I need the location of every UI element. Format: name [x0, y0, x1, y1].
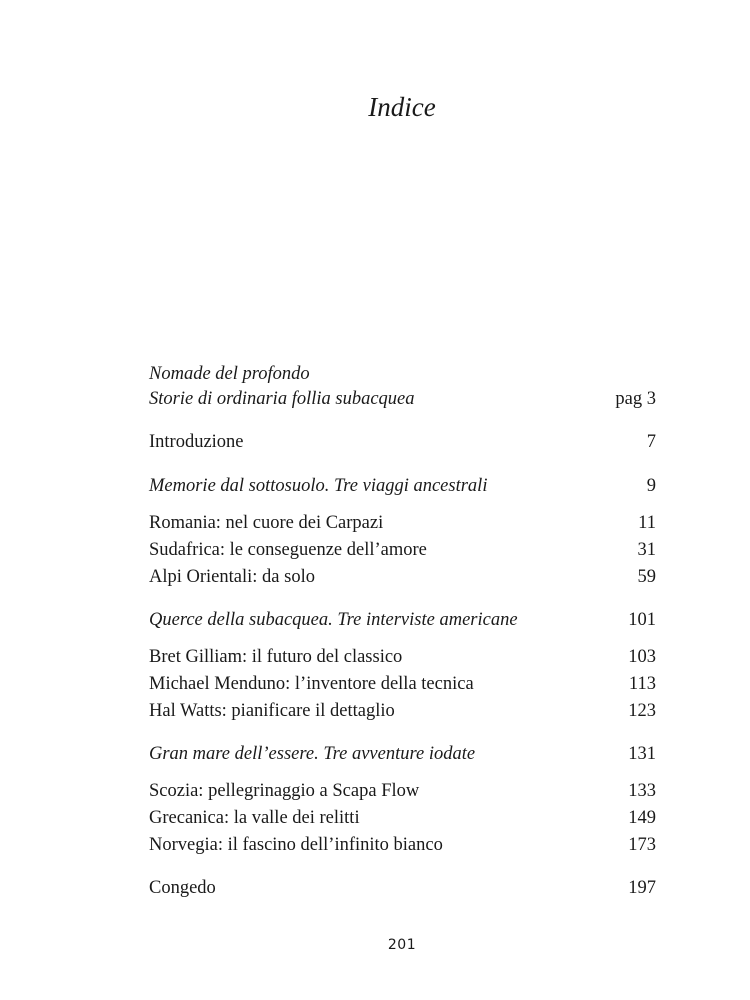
- toc-entry-introduzione: [149, 430, 656, 454]
- toc-entry-page: pag 3: [615, 389, 656, 409]
- toc-entry-book-title: [149, 362, 656, 386]
- toc-entry-title: Alpi Orientali: da solo: [149, 567, 315, 587]
- toc-entry-title: Congedo: [149, 878, 216, 898]
- toc-entry-page: 101: [628, 610, 656, 630]
- toc-section-title: Querce della subacquea. Tre interviste americane: [149, 610, 518, 630]
- toc-entry-title: Romania: nel cuore dei Carpazi: [149, 513, 384, 533]
- toc-section-gran-mare: [149, 742, 656, 766]
- toc-entry-congedo: [149, 876, 656, 900]
- toc-section-title: Gran mare dell’essere. Tre avventure iodate: [149, 744, 476, 764]
- toc-section-title: Memorie dal sottosuolo. Tre viaggi ancestrali: [149, 476, 488, 496]
- toc-entry-page: 9: [646, 476, 656, 496]
- toc-entry-title: Norvegia: il fascino dell’infinito bianco: [149, 835, 443, 855]
- toc-entry-title: Nomade del profondo: [149, 364, 310, 384]
- toc-entry-grecanica: [149, 806, 656, 830]
- toc-entry-page: 31: [637, 540, 656, 560]
- toc-entry-page: 59: [637, 567, 656, 587]
- toc-entry-page: 197: [628, 878, 656, 898]
- toc-entry-page: 131: [628, 744, 656, 764]
- toc-section-memorie: [149, 474, 656, 498]
- toc-entry-page: 149: [628, 808, 656, 828]
- toc-entry-page: 123: [628, 701, 656, 721]
- toc-entry-title: Bret Gilliam: il futuro del classico: [149, 647, 403, 667]
- toc-entry-alpi-orientali: [149, 565, 656, 589]
- toc-entry-sudafrica: [149, 538, 656, 562]
- toc-section-querce: [149, 608, 656, 632]
- toc-entry-page: 173: [628, 835, 656, 855]
- toc-entry-title: Michael Menduno: l’inventore della tecnica: [149, 674, 474, 694]
- toc-entry-scozia: [149, 779, 656, 803]
- toc-entry-page: 103: [628, 647, 656, 667]
- toc-entry-page: 11: [638, 513, 656, 533]
- toc-entry-title: Grecanica: la valle dei relitti: [149, 808, 360, 828]
- page-number: 201: [387, 937, 417, 953]
- toc-entry-romania: [149, 511, 656, 535]
- toc-entry-title: Storie di ordinaria follia subacquea: [149, 389, 415, 409]
- toc-entry-title: Hal Watts: pianificare il dettaglio: [149, 701, 395, 721]
- toc-entry-page: 7: [646, 432, 656, 452]
- toc-entry-title: Sudafrica: le conseguenze dell’amore: [149, 540, 427, 560]
- toc-entry-hal-watts: [149, 699, 656, 723]
- toc-entry-page: 133: [628, 781, 656, 801]
- toc-entry-norvegia: [149, 833, 656, 857]
- page-title: Indice: [368, 92, 436, 122]
- toc-entry-bret-gilliam: [149, 645, 656, 669]
- toc-entry-title: Introduzione: [149, 432, 244, 452]
- toc-entry-page: 113: [628, 674, 656, 694]
- toc-entry-book-subtitle: [149, 387, 656, 411]
- toc-entry-title: Scozia: pellegrinaggio a Scapa Flow: [149, 781, 420, 801]
- toc-entry-michael-menduno: [149, 672, 656, 696]
